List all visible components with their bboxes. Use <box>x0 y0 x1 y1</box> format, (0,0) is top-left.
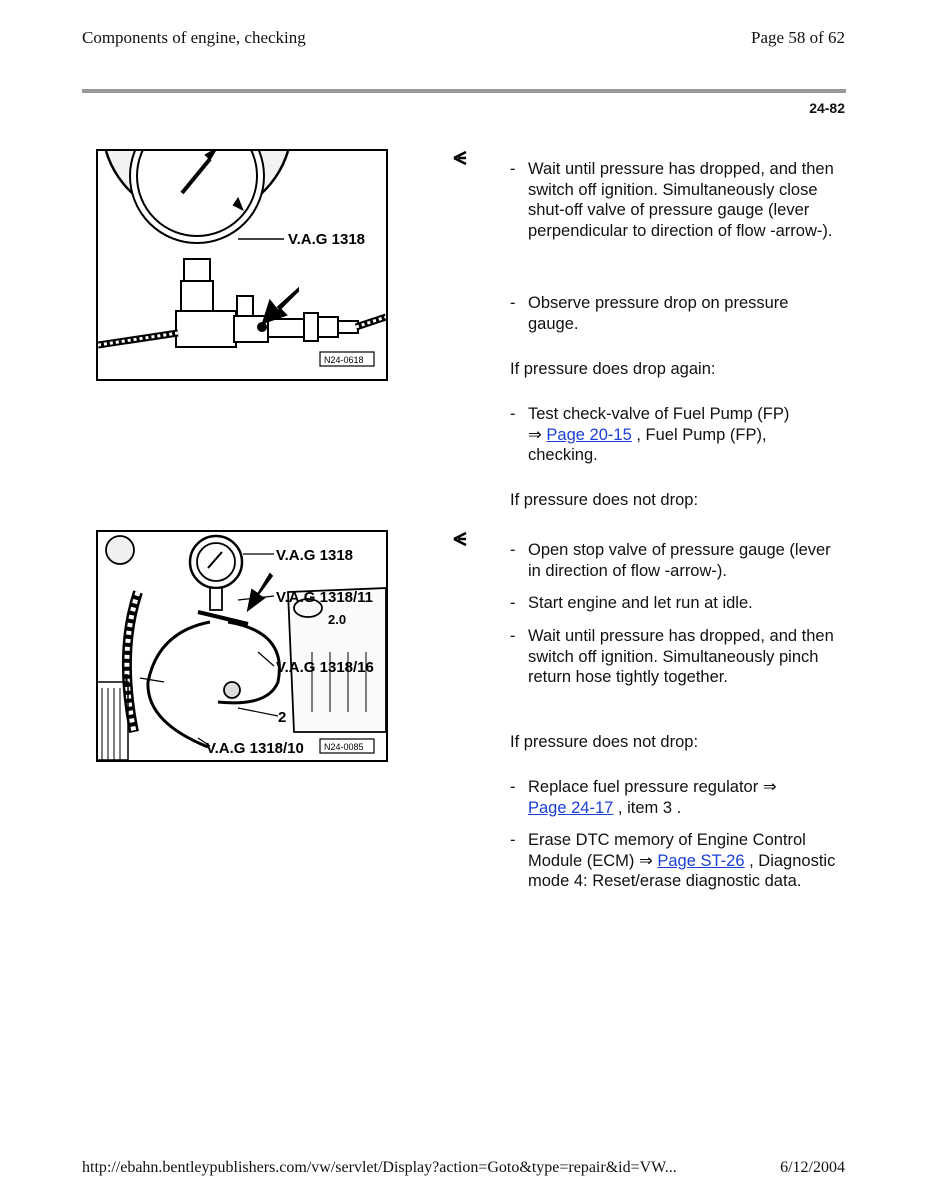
list-item: - Observe pressure drop on pressure gauge. <box>510 293 840 334</box>
engine-bay-illustration <box>98 532 386 760</box>
condition-text: If pressure does not drop: <box>510 733 699 751</box>
figure-ref: N24-0618 <box>324 355 364 365</box>
list-item: - Open stop valve of pressure gauge (lever in direction of flow -arrow-). <box>510 540 840 581</box>
arrow-icon: ⇒ <box>638 851 653 870</box>
step-marker-icon <box>452 150 470 166</box>
step-text: Open stop valve of pressure gauge (lever in direction of flow -arrow-). <box>528 541 831 580</box>
document-title: Components of engine, checking <box>82 28 306 47</box>
label-vag1318: V.A.G 1318 <box>276 547 353 564</box>
list-item: - Erase DTC memory of Engine Control Module (ECM) ⇒ Page ST-26 , Diagnostic mode 4: Reset/erase diagnostic data. <box>510 831 836 890</box>
pressure-gauge-illustration <box>98 151 386 379</box>
engine-emblem: 2.0 <box>328 612 347 627</box>
link-page-st-26[interactable]: Page ST-26 <box>657 851 745 870</box>
condition-text: If pressure does not drop: <box>510 491 699 509</box>
header-divider <box>82 89 846 93</box>
step-text: Wait until pressure has dropped, and then switch off ignition. Simultaneously close shut-off valve of pressure gauge (lever perpendicular to direction of flow -arrow-). <box>528 160 834 240</box>
callout-1: 1 <box>122 671 131 688</box>
step-text: Wait until pressure has dropped, and then switch off ignition. Simultaneously pinch return hose tightly together. <box>528 627 834 686</box>
footer-url: http://ebahn.bentleypublishers.com/vw/servlet/Display?action=Goto&type=repair&id=VW... <box>82 1159 677 1176</box>
step-text: Observe pressure drop on pressure gauge. <box>528 294 789 333</box>
callout-2: 2 <box>278 709 287 726</box>
list-item: - Test check-valve of Fuel Pump (FP) ⇒ Page 20-15 , Fuel Pump (FP), checking. <box>510 405 790 464</box>
step-marker-icon <box>452 531 470 547</box>
label-vag1318-10: V.A.G 1318/10 <box>206 740 304 757</box>
link-page-24-17[interactable]: Page 24-17 <box>528 798 614 817</box>
step-text: Test check-valve of Fuel Pump (FP) <box>528 405 790 423</box>
figure-ref: N24-0085 <box>324 742 364 752</box>
label-vag1318-16: V.A.G 1318/16 <box>276 659 374 676</box>
figure-engine-bay <box>96 530 388 762</box>
list-item: - Replace fuel pressure regulator ⇒ Page 24-17 , item 3 . <box>510 778 777 817</box>
step-text: , Diagnostic mode 4: Reset/erase diagnostic data. <box>528 851 836 890</box>
arrow-icon: ⇒ <box>528 425 542 444</box>
list-item: - Start engine and let run at idle. <box>510 593 840 614</box>
label-vag1318-11: V.A.G 1318/11 <box>276 589 374 606</box>
label-vag1318: V.A.G 1318 <box>288 231 365 248</box>
condition-text: If pressure does drop again: <box>510 360 716 378</box>
link-page-20-15[interactable]: Page 20-15 <box>546 425 632 444</box>
footer-date: 6/12/2004 <box>780 1159 845 1176</box>
step-text: Replace fuel pressure regulator <box>528 778 759 796</box>
figure-pressure-gauge <box>96 149 388 381</box>
step-text: Erase DTC memory of Engine Control Module (ECM) <box>528 831 806 870</box>
step-text: , Fuel Pump (FP), checking. <box>528 425 767 464</box>
step-text: Start engine and let run at idle. <box>528 594 753 612</box>
list-item: - Wait until pressure has dropped, and then switch off ignition. Simultaneously close shut-off valve of pressure gauge (lever perpendicular to direction of flow -arrow-). <box>510 159 840 241</box>
step-text: , item 3 . <box>617 798 682 817</box>
page-indicator: Page 58 of 62 <box>751 28 845 47</box>
arrow-icon: ⇒ <box>762 778 777 796</box>
page-code: 24-82 <box>809 100 845 116</box>
list-item: - Wait until pressure has dropped, and then switch off ignition. Simultaneously pinch return hose tightly together. <box>510 626 840 688</box>
